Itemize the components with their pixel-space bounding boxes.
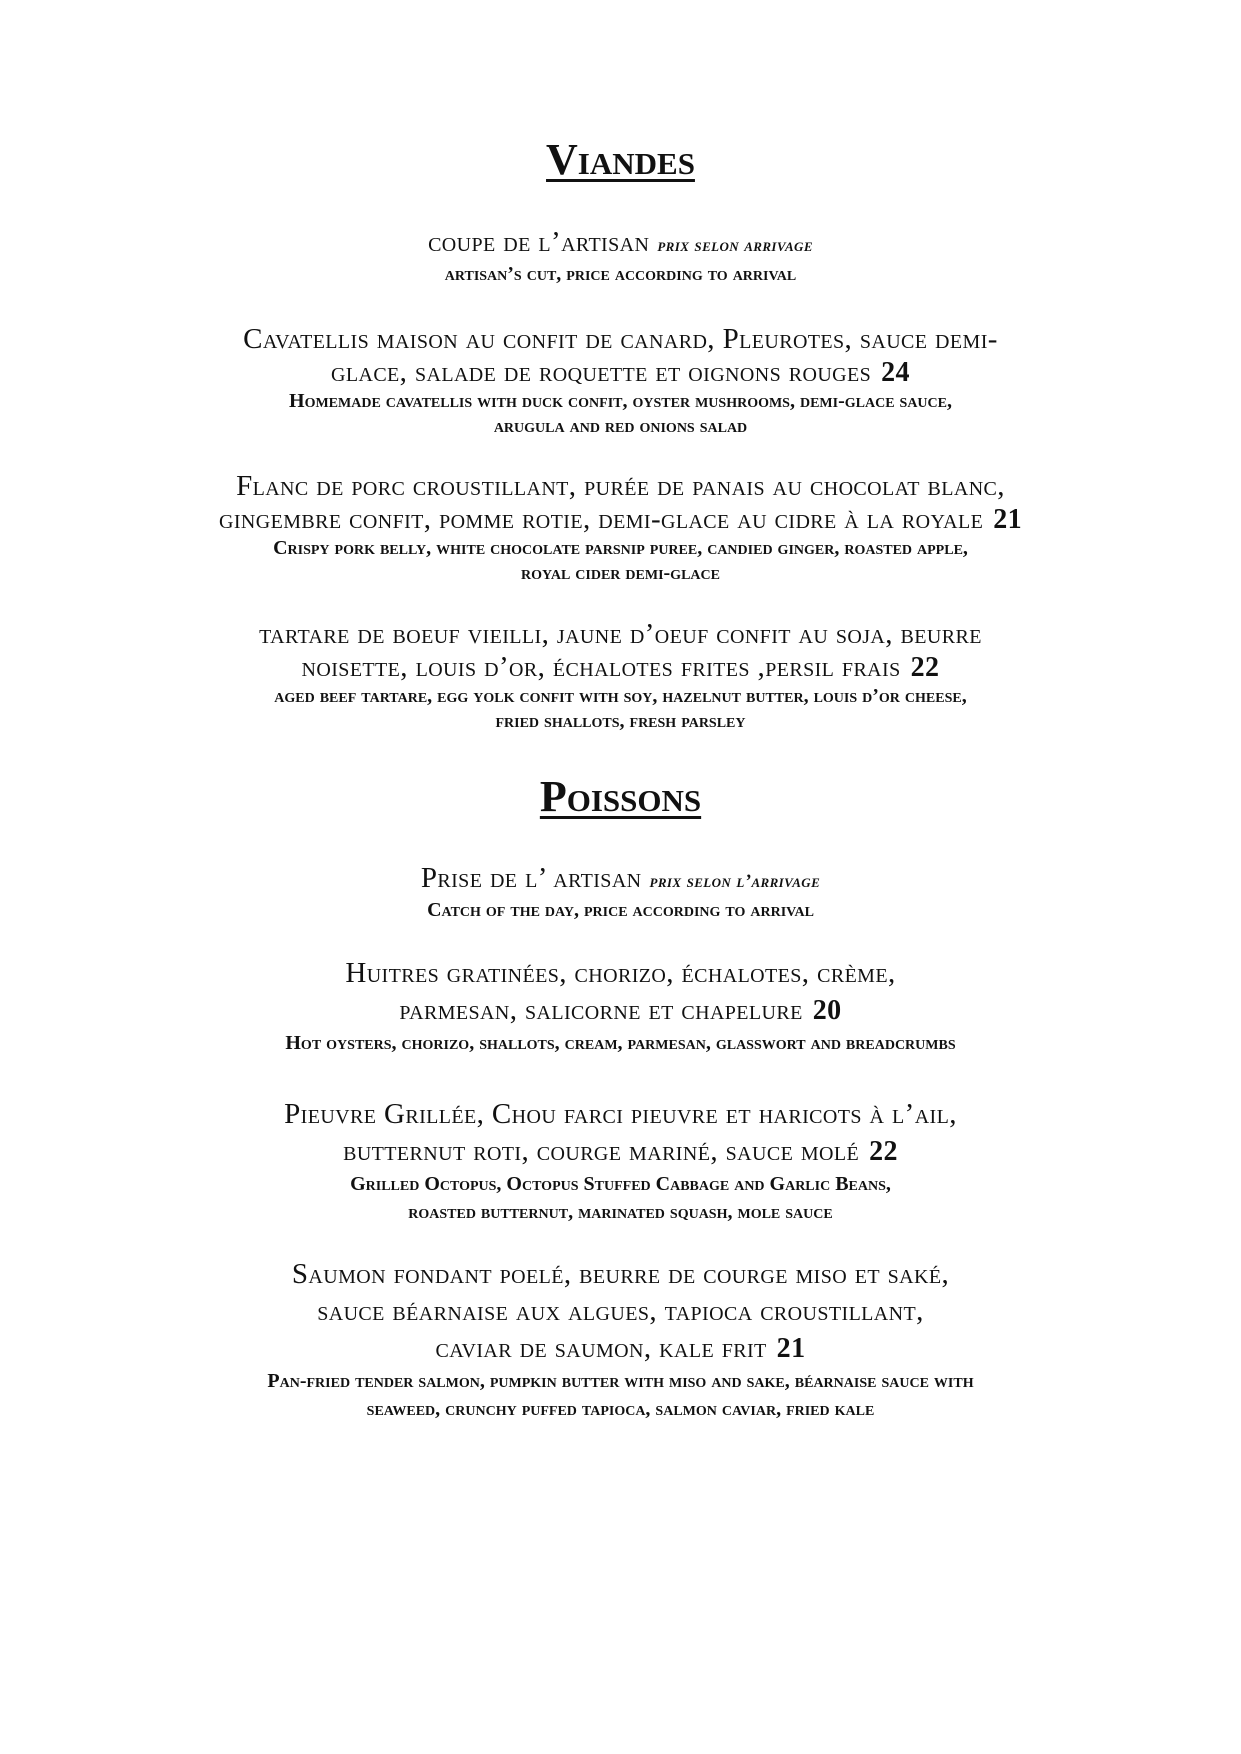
item-english-line: Pan-fried tender salmon, pumpkin butter with miso and sake, béarnaise sauce with <box>267 1370 974 1392</box>
menu-item <box>0 862 1241 923</box>
item-french-line: tartare de boeuf vieilli, jaune d’oeuf confit au soja, beurre <box>259 618 982 650</box>
item-english-line: Homemade cavatellis with duck confit, oyster mushrooms, demi-glace sauce, <box>289 390 952 412</box>
item-french-description <box>0 323 1241 389</box>
item-english-line: aged beef tartare, egg yolk confit with soy, hazelnut butter, louis d’or cheese, <box>274 685 967 707</box>
item-french-line: Saumon fondant poelé, beurre de courge miso et saké, <box>291 1258 950 1290</box>
item-english-line: seaweed, crunchy puffed tapioca, salmon caviar, fried kale <box>366 1398 875 1420</box>
menu-item <box>0 323 1241 439</box>
item-english-description <box>0 684 1241 734</box>
price-note: prix selon l’arrivage <box>649 871 821 892</box>
item-french-description <box>0 1256 1241 1367</box>
item-english-description <box>0 389 1241 439</box>
menu-item <box>0 618 1241 734</box>
item-price: 22 <box>869 1136 898 1167</box>
menu-item <box>0 1096 1241 1226</box>
item-french-line: Prise de l’ artisan <box>420 862 642 894</box>
item-english-description <box>0 1367 1241 1423</box>
item-french-description <box>0 1096 1241 1170</box>
item-english-line: fried shallots, fresh parsley <box>495 710 746 732</box>
item-french-line: butternut roti, courge mariné, sauce molé <box>343 1135 860 1167</box>
item-english-line: Catch of the day, price according to arrival <box>427 899 814 921</box>
menu-item <box>0 470 1241 586</box>
item-french-description <box>0 862 1241 898</box>
item-english-line: Hot oysters, chorizo, shallots, cream, parmesan, glasswort and breadcrumbs <box>285 1032 956 1054</box>
item-english-description <box>0 1170 1241 1226</box>
item-price: 21 <box>776 1333 806 1364</box>
item-french-line: Huitres gratinées, chorizo, échalotes, crème, <box>345 957 896 989</box>
item-price: 21 <box>993 504 1022 535</box>
item-english-line: Grilled Octopus, Octopus Stuffed Cabbage and Garlic Beans, <box>350 1173 891 1195</box>
item-french-description <box>0 618 1241 684</box>
item-french-description <box>0 226 1241 262</box>
item-french-line: glace, salade de roquette et oignons rouges <box>331 356 872 388</box>
item-english-line: roasted butternut, marinated squash, mole sauce <box>408 1201 833 1223</box>
item-french-line: Pieuvre Grillée, Chou farci pieuvre et haricots à l’ail, <box>284 1098 957 1130</box>
item-french-line: coupe de l’artisan <box>428 226 650 258</box>
item-english-line: artisan’s cut, price according to arrival <box>444 263 797 285</box>
item-english-description <box>0 898 1241 923</box>
item-price: 20 <box>812 995 842 1026</box>
item-french-description <box>0 955 1241 1029</box>
item-english-description <box>0 536 1241 586</box>
section-title-poissons: Poissons <box>539 772 702 821</box>
item-price: 22 <box>910 652 940 683</box>
item-french-description <box>0 470 1241 536</box>
item-french-line: caviar de saumon, kale frit <box>435 1332 767 1364</box>
item-french-line: Cavatellis maison au confit de canard, Pleurotes, sauce demi- <box>243 323 998 355</box>
price-note: prix selon arrivage <box>657 235 813 256</box>
item-english-line: arugula and red onions salad <box>493 415 748 437</box>
item-english-description <box>0 262 1241 287</box>
menu-item <box>0 1256 1241 1423</box>
item-french-line: sauce béarnaise aux algues, tapioca croustillant, <box>317 1295 924 1327</box>
item-english-line: Crispy pork belly, white chocolate parsnip puree, candied ginger, roasted apple, <box>273 537 968 559</box>
item-french-line: Flanc de porc croustillant, purée de panais au chocolat blanc, <box>236 470 1005 502</box>
item-french-line: gingembre confit, pomme rotie, demi-glace au cidre à la royale <box>219 503 984 535</box>
item-french-line: parmesan, salicorne et chapelure <box>399 994 803 1026</box>
menu-item <box>0 226 1241 287</box>
item-english-line: royal cider demi-glace <box>521 562 720 584</box>
item-english-description <box>0 1031 1241 1056</box>
menu-item <box>0 955 1241 1056</box>
item-french-line: noisette, louis d’or, échalotes frites ,persil frais <box>301 651 901 683</box>
item-price: 24 <box>881 357 910 388</box>
section-title-viandes: Viandes <box>546 135 695 184</box>
